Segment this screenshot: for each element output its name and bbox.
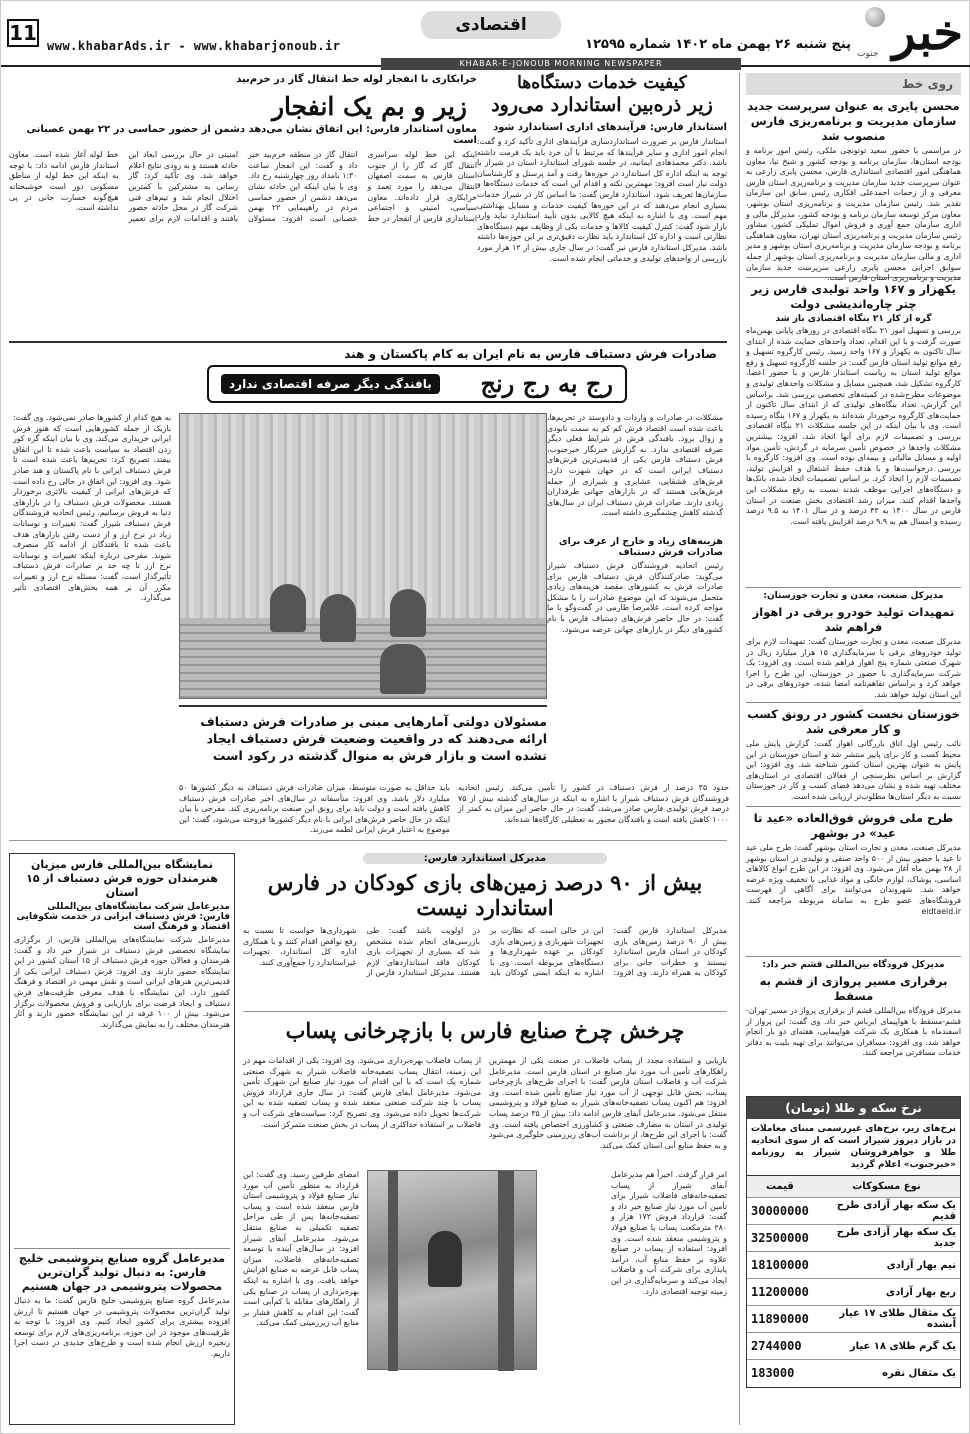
feature-title: رج به رج رنج [480, 369, 613, 398]
article-headline: بیش از ۹۰ درصد زمین‌های بازی کودکان در فارس استاندارد نیست [267, 870, 703, 920]
carpet-weaving-photo [179, 413, 547, 699]
dateline: پنج شنبه ۲۶ بهمن ماه ۱۴۰۲ شماره ۱۲۵۹۵ [585, 37, 851, 52]
weaver-figure [270, 584, 306, 632]
weaver-figure [390, 589, 426, 637]
feature-column-left [13, 413, 171, 833]
exhibition-box [9, 853, 235, 1425]
coin-name: یک گرم طلای ۱۸ عیار [813, 1333, 960, 1360]
divider [746, 702, 961, 703]
article-body: مدیرکل استاندارد فارس گفت: بیش از ۹۰ درصد زمین‌های بازی کودکان در استان فارس استاندارد نیستند و خطرات جانی برای کودکان به همراه دارند. وی افزود: این در حالی است که نظارت بر تجهیزات شهربازی و زمین‌های بازی کودکان بر عهده شهرداری‌ها و دستگاه‌های مربوطه است. وی با اشاره به اینکه ایمنی کودکان باید در اولویت باشد گفت: طی بازرسی‌های انجام شده مشخص شد که بسیاری از تجهیزات بازی کودکان فاقد استانداردهای لازم هستند. مدیرکل استاندارد فارس از شهرداری‌ها خواست تا نسبت به رفع نواقص اقدام کنند و با همکاری اداره کل استاندارد، تجهیزات غیراستاندارد را جمع‌آوری کنند. [243, 926, 727, 978]
coin-price: 32500000 [747, 1225, 813, 1252]
feature-title-box [207, 365, 627, 403]
story-body: مدیرکل صنعت، معدن و تجارت خوزستان گفت: تمهیدات لازم برای تولید خودروهای برقی با سرمایه‌گذاری ۱۵ هزار میلیارد ریال در شهرک صنعتی شماره پنج اهواز فراهم شده است. وی افزود: یک شرکت سرمایه‌گذاری با حضور در خوزستان، این طرح را اجرا خواهد کرد و براساس تفاهم‌نامه امضا شده، خودروهای برقی در این استان تولید خواهد شد. [746, 637, 961, 699]
sidebar-title: روی خط [746, 73, 961, 95]
price-row [747, 1333, 960, 1360]
price-row [747, 1198, 960, 1225]
divider [14, 1248, 230, 1249]
box-body: مدیرعامل گروه صنایع پتروشیمی خلیج فارس گفت: ما به دنبال تولید گران‌ترین محصولات پتروشیمی در جهان هستیم تا ارزش افزوده بیشتری برای کشور ایجاد کنیم. وی افزود: با توجه به ظرفیت‌های موجود در این حوزه، برنامه‌ریزی‌های لازم برای توسعه زنجیره ارزش انجام شده است و طرح‌های جدیدی در دست اجرا داریم. [14, 1296, 230, 1358]
story-body: مدیرکل فرودگاه بین‌المللی قشم از برقراری پرواز در مسیر تهران-قشم-مسقط با هواپیمای ایرباس خبر داد. وی گفت: این پرواز از اسفندماه با همکاری یک شرکت هواپیمایی، هفته‌ای دو بار انجام خواهد شد. وی افزود: مسافران می‌توانند برای تهیه بلیت به دفاتر خدمات مسافرتی مراجعه کنند. [746, 1006, 961, 1058]
story-headline: محسن پایری به عنوان سرپرست جدید سازمان مدیریت و برنامه‌ریزی فارس منصوب شد [747, 99, 960, 143]
column-text: حدود ۳۵ درصد از فرش دستباف در کشور را تأمین می‌کند. رئیس اتحادیه فروشندگان فرش دستباف شیراز با اشاره به اینکه در سال‌های گذشته بیش از ۷۵ درصد فرش تولیدی فارس صادر می‌شد، گفت: در حال حاضر این میزان به کمتر از ۱۰۰۰ کاهش یافته است و بافندگان مجبور به تعطیلی کارگاه‌ها شده‌اند. [458, 783, 729, 824]
column-subhead: هزینه‌های زیاد و خارج از عرف برای صادرات فرش دستباف [558, 536, 723, 558]
article-kicker: خرابکاری با انفجار لوله خط انتقال گاز در خرم‌بید [236, 74, 477, 85]
photo-beam [388, 1171, 398, 1371]
logo-small: جنوب [857, 49, 879, 59]
feature-bottom-columns [179, 783, 729, 839]
story-headline: تمهیدات تولید خودرو برقی در اهواز فراهم شد [752, 605, 955, 634]
coin-price: 18100000 [747, 1252, 813, 1279]
logo-word: خبر [892, 5, 963, 61]
story-body: بررسی و تسهیل امور ۲۱ بنگاه اقتصادی در روزهای پایانی بهمن‌ماه صورت گرفت و با این اقدام، تعداد واحدهای حمایت شده از ابتدای سال تاکنون به یکهزار و ۱۶۷ واحد رسید. رئیس کارگروه تسهیل و رفع موانع تولید استان فارس گفت: در جلسه کارگروه تسهیل و رفع موانع تولید استان به ریاست استاندار فارس و با حضور اعضا، کارگروه تشکیل شد، همچنین مسایل و مشکلات واحدهای تولیدی و موضوعات مطرح‌شده در کمیته‌های تخصصی بررسی شد. براساس این گزارش، تعداد بنگاه‌های تولیدی که از ابتدای سال تاکنون از حمایت‌های کارگروه برخوردار شده‌اند به یکهزار و ۱۶۷ بنگاه رسیده است. وی با بیان اینکه در این جلسه مشکلات ۲۱ بنگاه اقتصادی بررسی و تصمیمات لازم برای آنها اتخاذ شد، افزود: بیشترین مشکلات واحدها در خصوص تأمین سرمایه در گردش، تأمین مواد اولیه و مسایل مالیاتی و بیمه‌ای بوده است. وی افزود: کارگروه با بررسی درخواست‌ها و با هدف حفظ اشتغال و افزایش تولید، تصمیمات لازم را اتخاذ کرد. بر اساس تصمیمات اتخاذ شده، بانک‌ها و دستگاه‌های اجرایی موظف شدند نسبت به رفع مشکلات این واحدها اقدام کنند. میزان رشد اقتصادی بخش صنعت در استان فارس در سال ۱۴۰۰ به ۴۳ درصد و در سال ۱۴۰۱ به ۹.۵ درصد رسیده و امسال هم به ۹.۹ درصد افزایش یافته است. [746, 326, 961, 526]
worker-figure [428, 1231, 462, 1287]
story-headline: یکهزار و ۱۶۷ واحد تولیدی فارس زیر چتر چاره‌اندیشی دولت [751, 282, 956, 311]
story-body: نائب رئیس اول اتاق بازرگانی اهواز گفت: گزارش پایش ملی محیط کسب و کار برای پاییز منتشر شد و استان خوزستان در این پایش به عنوان بهترین استان کشور شناخته شد. وی افزود: این گزارش بر اساس نظرسنجی از فعالان اقتصادی در استان‌های مختلف تهیه شده و نشان می‌دهد فضای کسب و کار در خوزستان نسبت به دیگر استان‌ها مطلوب‌تر ارزیابی شده است. [746, 739, 961, 801]
coin-price: 11890000 [747, 1306, 813, 1333]
story-kicker: مدیرکل صنعت، معدن و تجارت خوزستان: [763, 591, 944, 601]
article-body: استاندار فارس بر ضرورت استانداردسازی فرآیندهای اداری تأکید کرد و گفت: انجام امور اداری و سایر فرآیندها که مرتبط با آن خرد باید یک فرمت داشته باشد. دکتر محمدهادی ایمانیه، در جلسه شورای استاندارد استان در شیراز با توجه به اینکه اداره کل استاندارد در حوزه‌ها رفت و آمد پرسنل و کارشناسان دولت نیاز است افزود: مهمترین نکته و اقدام این است که خدمات دستگاه‌ها و سازمان‌ها تعریف شود. استاندارد فارس گفت: ما اساس کار در شیراز خدمات بسیاری انجام می‌دهند که در این حوزه‌ها کیفیت خدمات و مسایل بهداشتی مهم است. وی با اشاره به اینکه هیچ کالایی بدون تأیید استاندارد نباید وارد بازار شود گفت: کنترل کیفیت کالاها و خدمات یکی از وظایف مهم دستگاه‌های نظارتی است و اداره کل استاندارد باید نظارت دقیق‌تری بر این حوزه‌ها داشته باشد. مدیرکل استاندارد فارس نیز گفت: در سال جاری بیش از ۱۲ هزار مورد بازرسی از واحدهای تولیدی و خدماتی انجام شده است. [477, 137, 727, 263]
price-row [747, 1225, 960, 1252]
price-table-title: نرخ سکه و طلا (تومان) [747, 1097, 960, 1119]
divider [746, 956, 961, 957]
price-row [747, 1279, 960, 1306]
article-headline: زیر ذره‌بین استاندارد می‌رود [491, 94, 713, 117]
price-row [747, 1306, 960, 1333]
story-headline: طرح ملی فروش فوق‌العاده «عید تا عید» در بوشهر [753, 811, 954, 840]
globe-icon [865, 7, 885, 27]
coin-name: نیم بهار آزادی [813, 1252, 960, 1279]
feature-subtitle: بافندگی دیگر صرفه اقتصادی ندارد [221, 374, 440, 394]
newspaper-logo[interactable] [855, 5, 963, 61]
article-column-right [611, 1170, 727, 1420]
weaver-figure [380, 644, 426, 694]
box-headline: مدیرعامل گروه صنایع پتروشیمی خلیج فارس: به دنبال تولید گران‌ترین محصولات پتروشیمی در جهان هستیم [18, 1252, 226, 1293]
story-body: مدیرکل صنعت، معدن و تجارت استان بوشهر گفت: طرح ملی عید تا عید با حضور بیش از ۵۰۰ واحد صنفی و تولیدی در استان بوشهر از ۲۸ بهمن ماه آغاز می‌شود. وی افزود: در این طرح انواع کالاهای اساسی، پوشاک، لوازم خانگی و مواد غذایی با تخفیف ویژه عرضه خواهد شد. شهروندان می‌توانند برای آگاهی از فهرست فروشگاه‌های عضو طرح به سامانه مربوطه مراجعه کنند. eidtaeid.ir [746, 843, 962, 916]
feature-column-right [547, 413, 723, 833]
coin-name: یک مثقال نقره [813, 1360, 960, 1387]
section-tab: اقتصادی [421, 11, 561, 39]
page-number: 11 [7, 19, 39, 47]
divider [746, 806, 961, 807]
carpet-feature [9, 341, 727, 841]
column-text: مشکلات در صادرات و واردات و دادوستد در تحریم‌ها، باعث شده است اقتصاد فرش کم کم به سمت نابودی و زوال برود. بافندگی فرش در شرایط فعلی دیگر صرفه اقتصادی ندارد. به گزارش خبرنگار خبرجنوب، فرش دستباف فارس یکی از قدیمی‌ترین فرش‌های دستباف ایرانی است که در جهان شهرت دارد. فرش‌های قشقایی، عشایری و شیرازی از جمله فرش‌هایی هستند که در بازارهای جهانی طرفداران زیادی دارند. صادرات فرش دستباف ایران در سال‌های گذشته کاهش چشمگیری داشته است. [547, 413, 723, 518]
coin-name: یک سکه بهار آزادی طرح جدید [813, 1225, 960, 1252]
article-kicker: کیفیت خدمات دستگاه‌ها [517, 73, 687, 93]
coin-name: ربع بهار آزادی [813, 1279, 960, 1306]
sidebar [739, 73, 961, 1425]
story-headline: خوزستان نخست کشور در رونق کسب و کار معرفی شد [747, 707, 960, 736]
story-kicker: مدیرکل فرودگاه بین‌المللی قشم خبر داد: [762, 960, 945, 970]
story-body: در مراسمی با حضور سعید توتونچی ملکی، رئیس امور برنامه و بودجه استان‌ها، سازمان برنامه و بودجه کشور و شیخ نیا، معاون هماهنگی امور اقتصادی استانداری فارس، محسن پایری زارعی به عنوان سرپرست جدید سازمان مدیریت و برنامه‌ریزی استان فارس معرفی و از زحمات احمدعلی افکاری رئیس سابق این سازمان تقدیر شد. رئیس سازمان مدیریت و برنامه‌ریزی استان بوشهر، معاون مرکز توسعه سازمان برنامه و بودجه کشور، مدیرکل مالی و اداری سازمان جمع آوری و فروش اموال تملیکی کشور، مشاور رئیس سازمان مدیریت و برنامه‌ریزی استان تهران، معاون هماهنگی برنامه و بودجه سازمان مدیریت و برنامه‌ریزی استان بوشهر و مدیر اداری و مالی سازمان مدیریت و برنامه‌ریزی استان بوشهر از جمله سوابق اجرایی محسن پایری زارعی سرپرست جدید سازمان مدیریت و برنامه‌ریزی استان فارس است. [746, 146, 961, 283]
coin-price: 30000000 [747, 1198, 813, 1225]
column-text: بازیابی و استفاده مجدد از پساب فاضلاب در صنعت یکی از مهمترین راهکارهای تأمین آب مورد نیاز صنایع در استان فارس است. مدیرعامل شرکت آب و فاضلاب استان فارس گفت: با اجرای طرح‌های بازچرخانی پساب، بخش قابل توجهی از آب مورد نیاز صنایع تأمین شده است. وی افزود: هم اکنون پساب تصفیه‌خانه‌های شیراز به صنایع فولاد و پتروشیمی منتقل می‌شود. مدیرعامل آبفای فارس ادامه داد: بیش از ۳۵ درصد پساب تولیدی در استان به مصارف صنعتی و کشاورزی اختصاص یافته است. وی گفت: با اجرای این طرح‌ها، از برداشت آب‌های زیرزمینی جلوگیری می‌شود و به حفظ منابع آبی استان کمک می‌کند. [489, 1056, 727, 1150]
column-text: از پساب فاضلاب بهره‌برداری می‌شود. وی افزود: یکی از اقدامات مهم در این زمینه، انتقال پساب تصفیه‌خانه فاضلاب شیراز به شهرک صنعتی شماره یک است که با این اقدام آب مورد نیاز صنایع این شهرک تأمین می‌شود. مدیرعامل آبفای فارس گفت: در سال جاری قرارداد فروش پساب با چند شرکت صنعتی منعقد شده و پساب تصفیه شده به این شرکت‌ها تحویل داده می‌شود. وی تصریح کرد: سیاست‌های شرکت آب و فاضلاب بر استفاده حداکثری از پساب در بخش صنعت متمرکز است. [243, 1056, 481, 1129]
feature-callout: مسئولان دولتی آمارهایی مبنی بر صادرات فرش دستباف ارائه می‌دهند که در واقعیت وضعیت فرش دستباف ایجاد نشده است و بازار فرش به منوال گذشته در رکود است [179, 705, 547, 779]
divider [746, 587, 961, 588]
column-text: به هیچ کدام از کشورها صادر نمی‌شود. وی گفت: بازیک از جمله کشورهایی است که هنوز فرش ایرانی خریداری می‌کند. وی با بیان اینکه گره کور زدن اقتصاد به سیاست باعث شده تا این اتفاق بیفتد، تصریح کرد: تحریم‌ها باعث شده است تا فرش دستباف ایرانی با نام پاکستان و هند صادر شود. وی افزود: این اتفاق در حالی رخ داده است که فرش‌های ایرانی از کیفیت بالاتری برخوردار هستند. محصولات فرش دستباف را در بازارهای دنیا به فروش برسانیم. رئیس اتحادیه فروشندگان فرش دستباف شیراز گفت: تغییرات و نوسانات زیاد در نرخ ارز و از دست رفتن بازارهای هدف باعث شده تا بافندگان از ادامه کار منصرف شوند. مفرحی درباره اینکه تغییرات و نوسانات نرخ ارز تا چه حد بر صادرات فرش دستباف تأثیرگذار است، گفت: مسئله نرخ ارز و تغییرات مکرر آن بر همه بخش‌های اقتصادی تأثیر می‌گذارد. [13, 413, 171, 603]
column-text: امضای طرفین رسید. وی گفت: این قرارداد به منظور تأمین آب مورد نیاز صنایع فولاد و پتروشیمی استان فارس منعقد شده است و پساب تصفیه‌خانه‌ها پس از طی مراحل تصفیه تکمیلی به صنایع منتقل می‌شود. مدیرعامل آبفای شیراز افزود: در سال‌های آینده با توسعه تصفیه‌خانه‌های فاضلاب، میزان پساب قابل عرضه به صنایع افزایش خواهد یافت. وی با اشاره به اینکه بهره‌برداری از پساب در صنایع یکی از راهکارهای مقابله با کم‌آبی است گفت: این اقدام به کاهش فشار بر منابع آب زیرزمینی کمک می‌کند. [243, 1170, 359, 1328]
feature-kicker: صادرات فرش دستباف فارس به نام ایران به کام پاکستان و هند [344, 347, 717, 361]
column-text: امر قرار گرفت. اخیراً هم مدیرعامل آبفای شیراز از پساب تصفیه‌خانه‌های فاضلاب شیراز برای تأمین آب مورد نیاز صنایع خبر داد و گفت: قرارداد فروش ۱۷۲ هزار و ۲۸۰ مترمکعب پساب با صنایع فولاد و پتروشیمی منعقد شده است. وی افزود: استفاده از پساب در صنایع علاوه بر حفظ منابع آب، درآمد پایداری برای شرکت آب و فاضلاب ایجاد می‌کند و سرمایه‌گذاری در این زمینه توجیه اقتصادی دارد. [611, 1170, 727, 1296]
coin-price: 183000 [747, 1360, 813, 1387]
playground-article [243, 853, 727, 1005]
article-headline: زیر و بم یک انفجار [271, 92, 467, 121]
column-text: رئیس اتحادیه فروشندگان فرش دستباف شیراز می‌گوید: صادرکنندگان فرش دستباف فارس برای صادرات فرش به کشورهای مقصد هزینه‌های زیادی متحمل می‌شوند که این موضوع صادرات را با مشکل مواجه کرده است. غلامرضا طارمی در گفت‌وگو با ما گفت: در حال حاضر فرش‌های دستباف فارس با نام کشورهای دیگر در بازارهای جهانی عرضه می‌شود. [547, 561, 723, 634]
coin-name: یک سکه بهار آزادی طرح قدیم [813, 1198, 960, 1225]
story-headline: برقراری مسیر پروازی از قشم به مسقط [759, 974, 948, 1003]
masthead [1, 1, 970, 67]
weaver-figure [320, 594, 356, 642]
standards-article [477, 73, 727, 331]
photo-beam [498, 1171, 514, 1371]
article-headline: چرخش چرخ صنایع فارس با بازچرخانی پساب [285, 1018, 685, 1043]
coin-price: 2744000 [747, 1333, 813, 1360]
factory-photo [367, 1170, 537, 1370]
photo-floor [180, 618, 546, 698]
box-body: مدیرعامل شرکت نمایشگاه‌های بین‌المللی فارس، از برگزاری نمایشگاه تخصصی فرش دستباف در شیراز خبر داد و گفت: هنرمندان و فعالان حوزه فرش دستباف از ۱۵ استان کشور در این نمایشگاه حضور دارند. وی افزود: فرش دستباف ایرانی یکی از قدیمی‌ترین هنرهای ایرانی است و نقش مهمی در اقتصاد و فرهنگ کشور دارد. این نمایشگاه با هدف معرفی ظرفیت‌های فرش دستباف و ایجاد فرصت برای بازاریابی و فروش محصولات برگزار می‌شود. بیش از ۱۰۰ غرفه در این نمایشگاه حضور دارند و آثار هنرمندان مختلف را به نمایش می‌گذارند. [14, 935, 230, 1029]
column-header-price: قیمت [747, 1176, 813, 1198]
column-header-name: نوع مسکوکات [813, 1176, 960, 1198]
article-columns-top [243, 1056, 727, 1166]
story-subhead: گره از کار ۲۱ بنگاه اقتصادی باز شد [775, 314, 932, 324]
coin-name: یک مثقال طلای ۱۷ عیار آبشده [813, 1306, 960, 1333]
article-kicker: مدیرکل استاندارد فارس: [363, 853, 607, 864]
website-urls[interactable]: www.khabarAds.ir - www.khabarjonoub.ir [47, 39, 341, 53]
article-body: اینکه این خط لوله سراسری انتقال گاز که گاز را از جنوب استان فارس به سمت اصفهان انتقال می‌دهد را مورد تعمد و خرابکاری قرار داده‌اند. معاون سیاسی، امنیتی و اجتماعی استانداری فارس از انفجار در خط انتقال گاز در منطقه خرم‌بید خبر داد و گفت: این انفجار ساعت ۱:۳۰ بامداد روز چهارشنبه رخ داد. وی با بیان اینکه این حادثه نشان می‌دهد دشمن از حضور حماسی مردم در راهپیمایی ۲۲ بهمن عصبانی است افزود: مسئولان امنیتی در حال بررسی ابعاد این حادثه هستند و به زودی نتایج اعلام خواهد شد. وی تأکید کرد: گاز رسانی به مشترکین با کمترین اختلال انجام شد و تیم‌های فنی شرکت گاز در محل حادثه حضور یافتند و اقدامات لازم برای تعمیر خط لوله آغاز شده است. معاون استاندار فارس ادامه داد: با توجه به اینکه این خط لوله از مناطق مسکونی دور است خوشبختانه هیچ‌گونه خسارت جانی در پی نداشته است. [9, 150, 477, 223]
box-headline: نمایشگاه بین‌المللی فارس میزبان هنرمندان حوزه فرش دستباف از ۱۵ استان [26, 858, 218, 899]
article-column-left [243, 1170, 359, 1420]
price-row [747, 1360, 960, 1387]
box-subhead: مدیرعامل شرکت نمایشگاه‌های بین‌المللی فارس: فرش دستباف ایرانی در خدمت شکوفایی اقتصاد و فرهنگ است [16, 902, 230, 932]
article-subhead: استاندار فارس: فرآیندهای اداری استاندارد شود [493, 122, 727, 133]
article-subhead: معاون استاندار فارس: این اتفاق نشان می‌دهد دشمن از حضور حماسی در ۲۲ بهمن عصبانی است [26, 124, 477, 147]
price-table [747, 1175, 960, 1387]
price-table-note: نرخ‌های زیر، نرخ‌های غیررسمی مبنای معاملات در بازار دیروز شیراز است که از سوی اتحادیه طلا و جواهرفروشان شیراز به روزنامه «خبرجنوب» اعلام گردید [751, 1124, 956, 1170]
price-row [747, 1252, 960, 1279]
english-name-bar: KHABAR-E-JONOUB MORNING NEWSPAPER [381, 58, 741, 70]
explosion-article [9, 73, 477, 331]
industry-article [243, 1011, 727, 1425]
coin-price: 11200000 [747, 1279, 813, 1306]
column-text: باید حداقل به صورت متوسط، میزان صادرات فرش دستباف به دیگر کشورها ۵۰ میلیارد دلار باشد. وی افزود: متأسفانه در سال‌های اخیر صادرات فرش دستباف کاهش یافته است و دولت باید برای رونق این صنعت برنامه‌ریزی کند. مفرحی با بیان اینکه در حال حاضر فرش‌های ایرانی با نام دیگر کشورها فروخته می‌شود، گفت: این موضوع به اعتبار فرش ایرانی لطمه می‌زند. [179, 783, 450, 835]
gold-price-table [746, 1096, 961, 1388]
